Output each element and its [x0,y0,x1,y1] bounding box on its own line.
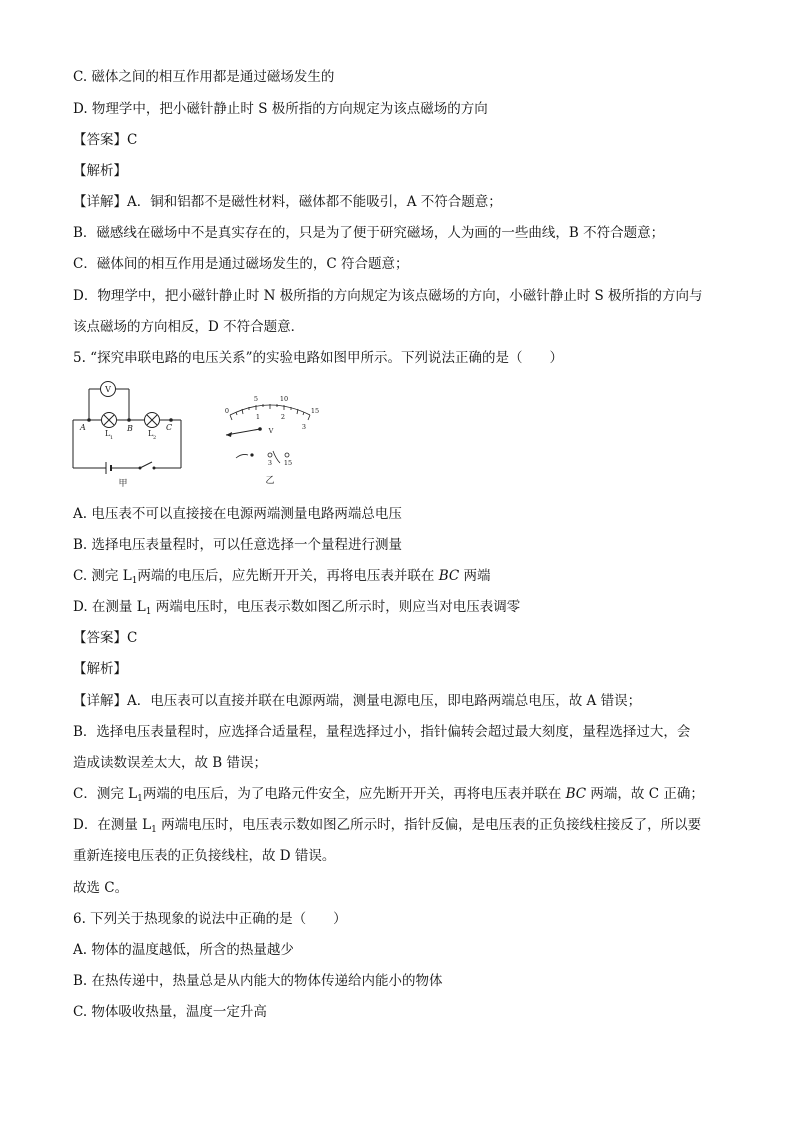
question-5-stem: 5. “探究串联电路的电压关系”的实验电路如图甲所示。下列说法正确的是（ ） [73,350,563,366]
point-b-label: B [127,424,133,433]
lamp-l2-label: L [148,429,154,438]
explanation-b-q4: B．磁感线在磁场中不是真实存在的，只是为了便于研究磁场，人为画的一些曲线，B 不符合题意； [73,225,665,241]
switch-blade [140,462,152,468]
explanation-a-q5: 【详解】A．电压表可以直接并联在电源两端，测量电源电压，即电路两端总电压，故 A 错误； [73,693,642,709]
tick-top-0: 0 [224,407,230,415]
option-a-q5: A. 电压表不可以直接接在电源两端测量电路两端总电压 [73,506,402,522]
terminal-3 [268,453,272,457]
choice-q5: 故选 C。 [73,880,129,896]
lamp-l1-label: L [105,429,111,438]
lamp-l1-sub: 1 [110,435,114,441]
option-d-q4: D. 物理学中，把小磁针静止时 S 极所指的方向规定为该点磁场的方向 [73,101,488,117]
voltmeter-dial [218,393,328,488]
explanation-b-q5: B．选择电压表量程时，应选择合适量程，量程选择过小，指针偏转会超过最大刻度，量程选择过大，会 [73,724,691,740]
point-c-label: C [166,423,173,432]
explanation-d-cont-q4: 该点磁场的方向相反，D 不符合题意． [73,319,305,335]
option-c-q6: C. 物体吸收热量，温度一定升高 [73,1004,267,1020]
tick-top-10: 10 [279,395,289,403]
analysis-heading-q5: 【解析】 [73,661,127,677]
option-d-q5: D. 在测量 $L_1$ 两端电压时，电压表示数如图乙所示时，则应当对电压表调零 [73,599,521,617]
lamp-l2-sub: 2 [153,435,157,441]
option-b-q6: B. 在热传递中，热量总是从内能大的物体传递给内能小的物体 [73,973,443,989]
tick-bottom-2: 2 [280,413,286,421]
point-a-label: A [80,423,86,432]
terminal-15-label: 15 [283,459,293,467]
answer-q4: 【答案】C [73,132,138,148]
terminal-15 [285,453,289,457]
question-6-stem: 6. 下列关于热现象的说法中正确的是（ ） [73,911,347,927]
option-c-q4: C. 磁体之间的相互作用都是通过磁场发生的 [73,69,335,85]
answer-q5: 【答案】C [73,630,138,646]
voltmeter-label: V [105,385,111,394]
explanation-a-q4: 【详解】A．铜和铝都不是磁性材料，磁体都不能吸引，A 不符合题意； [73,194,502,210]
circuit-diagram [68,378,188,488]
terminal-3-label: 3 [267,459,273,467]
explanation-d-q5: D．在测量 $L_1$ 两端电压时，电压表示数如图乙所示时，指针反偏，是电压表的正负接线柱接反了，所以要 [73,817,702,835]
negative-terminal [250,453,253,456]
tick-bottom-3: 3 [301,423,307,431]
explanation-b-cont-q5: 造成读数误差太大，故 B 错误； [73,755,268,771]
figure-a-caption: 甲 [118,479,128,488]
explanation-d-q4: D．物理学中，把小磁针静止时 N 极所指的方向规定为该点磁场的方向，小磁针静止时 S 极所指的方向与 [73,288,703,304]
option-a-q6: A. 物体的温度越低，所含的热量越少 [73,942,294,958]
explanation-d-cont-q5: 重新连接电压表的正负接线柱，故 D 错误。 [73,848,336,864]
option-b-q5: B. 选择电压表量程时，可以任意选择一个量程进行测量 [73,537,403,553]
tick-bottom-1: 1 [255,413,261,421]
explanation-c-q4: C．磁体间的相互作用是通过磁场发生的，C 符合题意； [73,256,409,272]
tick-top-15: 15 [310,407,320,415]
option-c-q5: C. 测完 $L_1$两端的电压后，应先断开开关，再将电压表并联在 BC 两端 [73,568,491,586]
analysis-heading-q4: 【解析】 [73,163,127,179]
unit-label: V [268,427,274,435]
tick-top-5: 5 [253,395,259,403]
figure-b-caption: 乙 [265,476,275,486]
explanation-c-q5: C．测完 $L_1$两端的电压后，为了电路元件安全，应先断开开关，再将电压表并联在 BC 两端，故 C 正确； [73,786,704,804]
